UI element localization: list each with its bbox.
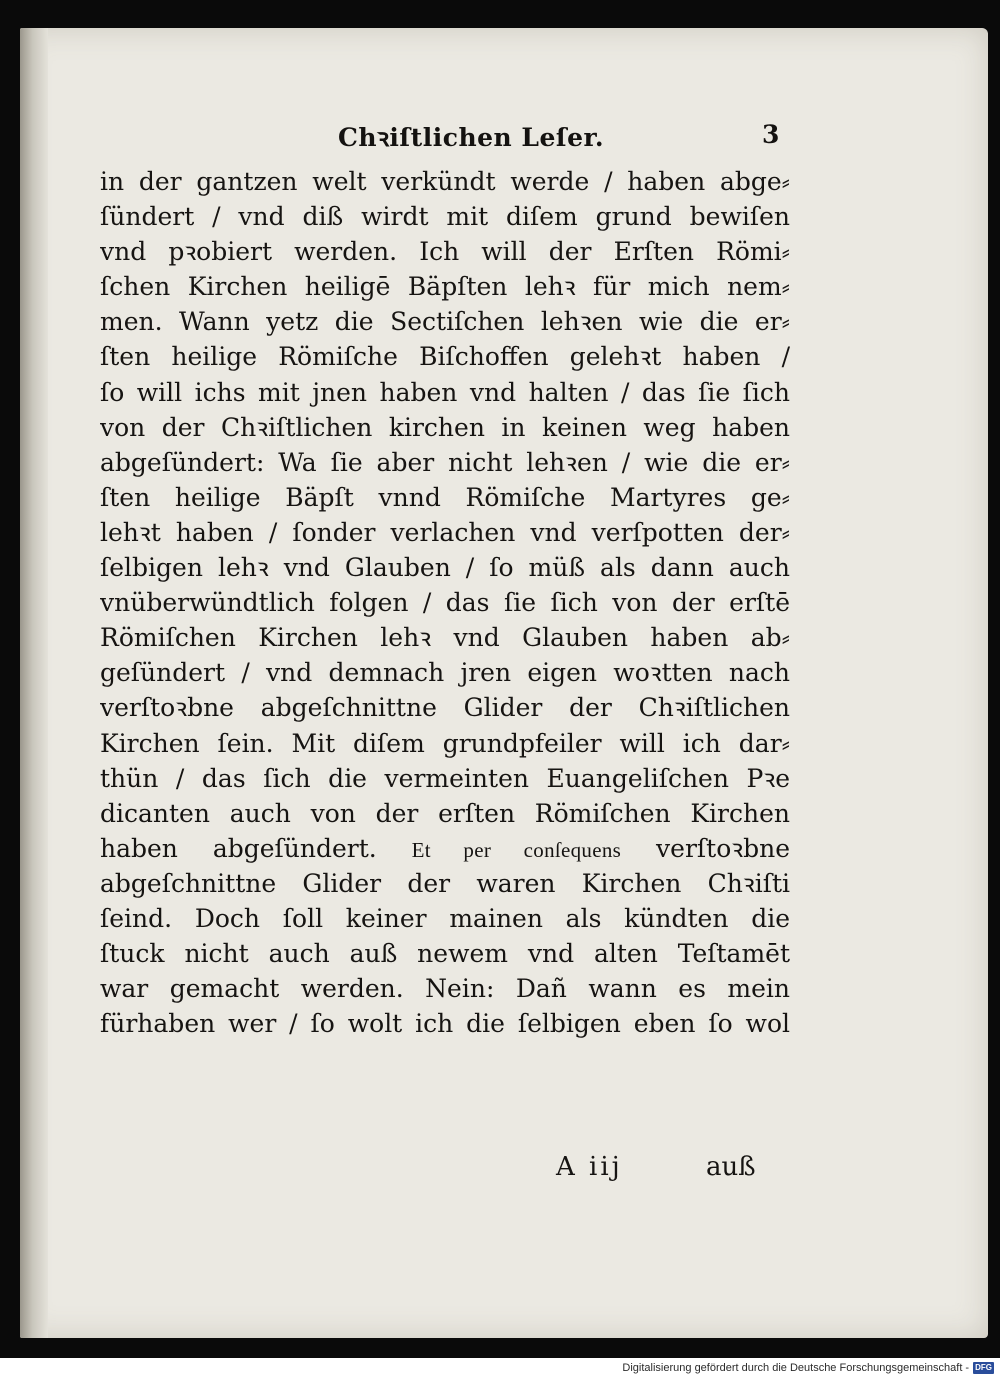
- text-line: geſündert / vnd demnach jren eigen woꝛtten nach: [100, 658, 790, 688]
- text-line: ſelbigen lehꝛ vnd Glauben / ſo müß als dann auch: [100, 553, 790, 583]
- text-segment: haben abgeſündert.: [100, 833, 412, 863]
- text-line: abgeſündert: Wa ſie aber nicht lehꝛen / wie die er⸗: [100, 447, 790, 477]
- text-line: ſtuck nicht auch auß newem vnd alten Teſtamēt: [100, 939, 790, 969]
- text-line: verſtoꝛbne abgeſchnittne Glider der Chꝛiſtlichen: [100, 693, 790, 723]
- dfg-logo: DFG: [975, 1362, 992, 1372]
- credit-text: Digitalisierung gefördert durch die Deutsche Forschungsgemeinschaft -: [622, 1361, 970, 1374]
- page-number: 3: [762, 120, 780, 149]
- running-title: Chꝛiſtlichen Leſer.: [338, 123, 605, 152]
- running-head: [20, 120, 988, 160]
- text-line: dicanten auch von der erſten Römiſchen Kirchen: [100, 798, 790, 828]
- text-line: fürhaben wer / ſo wolt ich die ſelbigen eben ſo wol: [100, 1009, 790, 1039]
- catchword: auß: [706, 1152, 756, 1182]
- text-line: Römiſchen Kirchen lehꝛ vnd Glauben haben ab⸗: [100, 623, 790, 653]
- text-line: thün / das ſich die vermeinten Euangeliſchen Pꝛe: [100, 763, 790, 793]
- text-line: ſten heilige Bäpſt vnnd Römiſche Martyres ge⸗: [100, 482, 790, 512]
- text-line: ſo will ichs mit jnen haben vnd halten / das ſie ſich: [100, 377, 790, 407]
- signature-mark: A iij: [556, 1152, 623, 1182]
- text-line: ſten heilige Römiſche Biſchoffen gelehꝛt haben /: [100, 342, 790, 372]
- text-line: war gemacht werden. Nein: Dañ wann es mein: [100, 974, 790, 1004]
- digitization-credit: [622, 1359, 994, 1376]
- text-line: von der Chꝛiſtlichen kirchen in keinen weg haben: [100, 412, 790, 442]
- text-line: ſündert / vnd diß wirdt mit diſem grund bewiſen: [100, 202, 790, 232]
- book-page: [20, 28, 988, 1338]
- text-line: vnüberwündtlich folgen / das ſie ſich von der erſtē: [100, 588, 790, 618]
- text-line: lehꝛt haben / ſonder verlachen vnd verſpotten der⸗: [100, 517, 790, 547]
- text-line: ſchen Kirchen heiligē Bäpſten lehꝛ für mich nem⸗: [100, 272, 790, 302]
- text-segment: verſtoꝛbne: [621, 833, 790, 863]
- text-line: vnd pꝛobiert werden. Ich will der Erſten Römi⸗: [100, 237, 790, 267]
- text-line: abgeſchnittne Glider der waren Kirchen Chꝛiſti: [100, 868, 790, 898]
- latin-phrase: Et per conſequens: [411, 837, 622, 862]
- text-line: men. Wann yetz die Sectiſchen lehꝛen wie die er⸗: [100, 307, 790, 337]
- page-gutter-shadow: [20, 28, 48, 1338]
- text-line: Kirchen ſein. Mit diſem grundpfeiler will ich dar⸗: [100, 728, 790, 758]
- body-text: [100, 164, 790, 1041]
- text-line-mixed: [100, 831, 790, 866]
- text-line: in der gantzen welt verkündt werde / haben abge⸗: [100, 167, 790, 196]
- signature-line: [20, 1152, 988, 1188]
- text-line: ſeind. Doch ſoll keiner mainen als kündten die: [100, 903, 790, 933]
